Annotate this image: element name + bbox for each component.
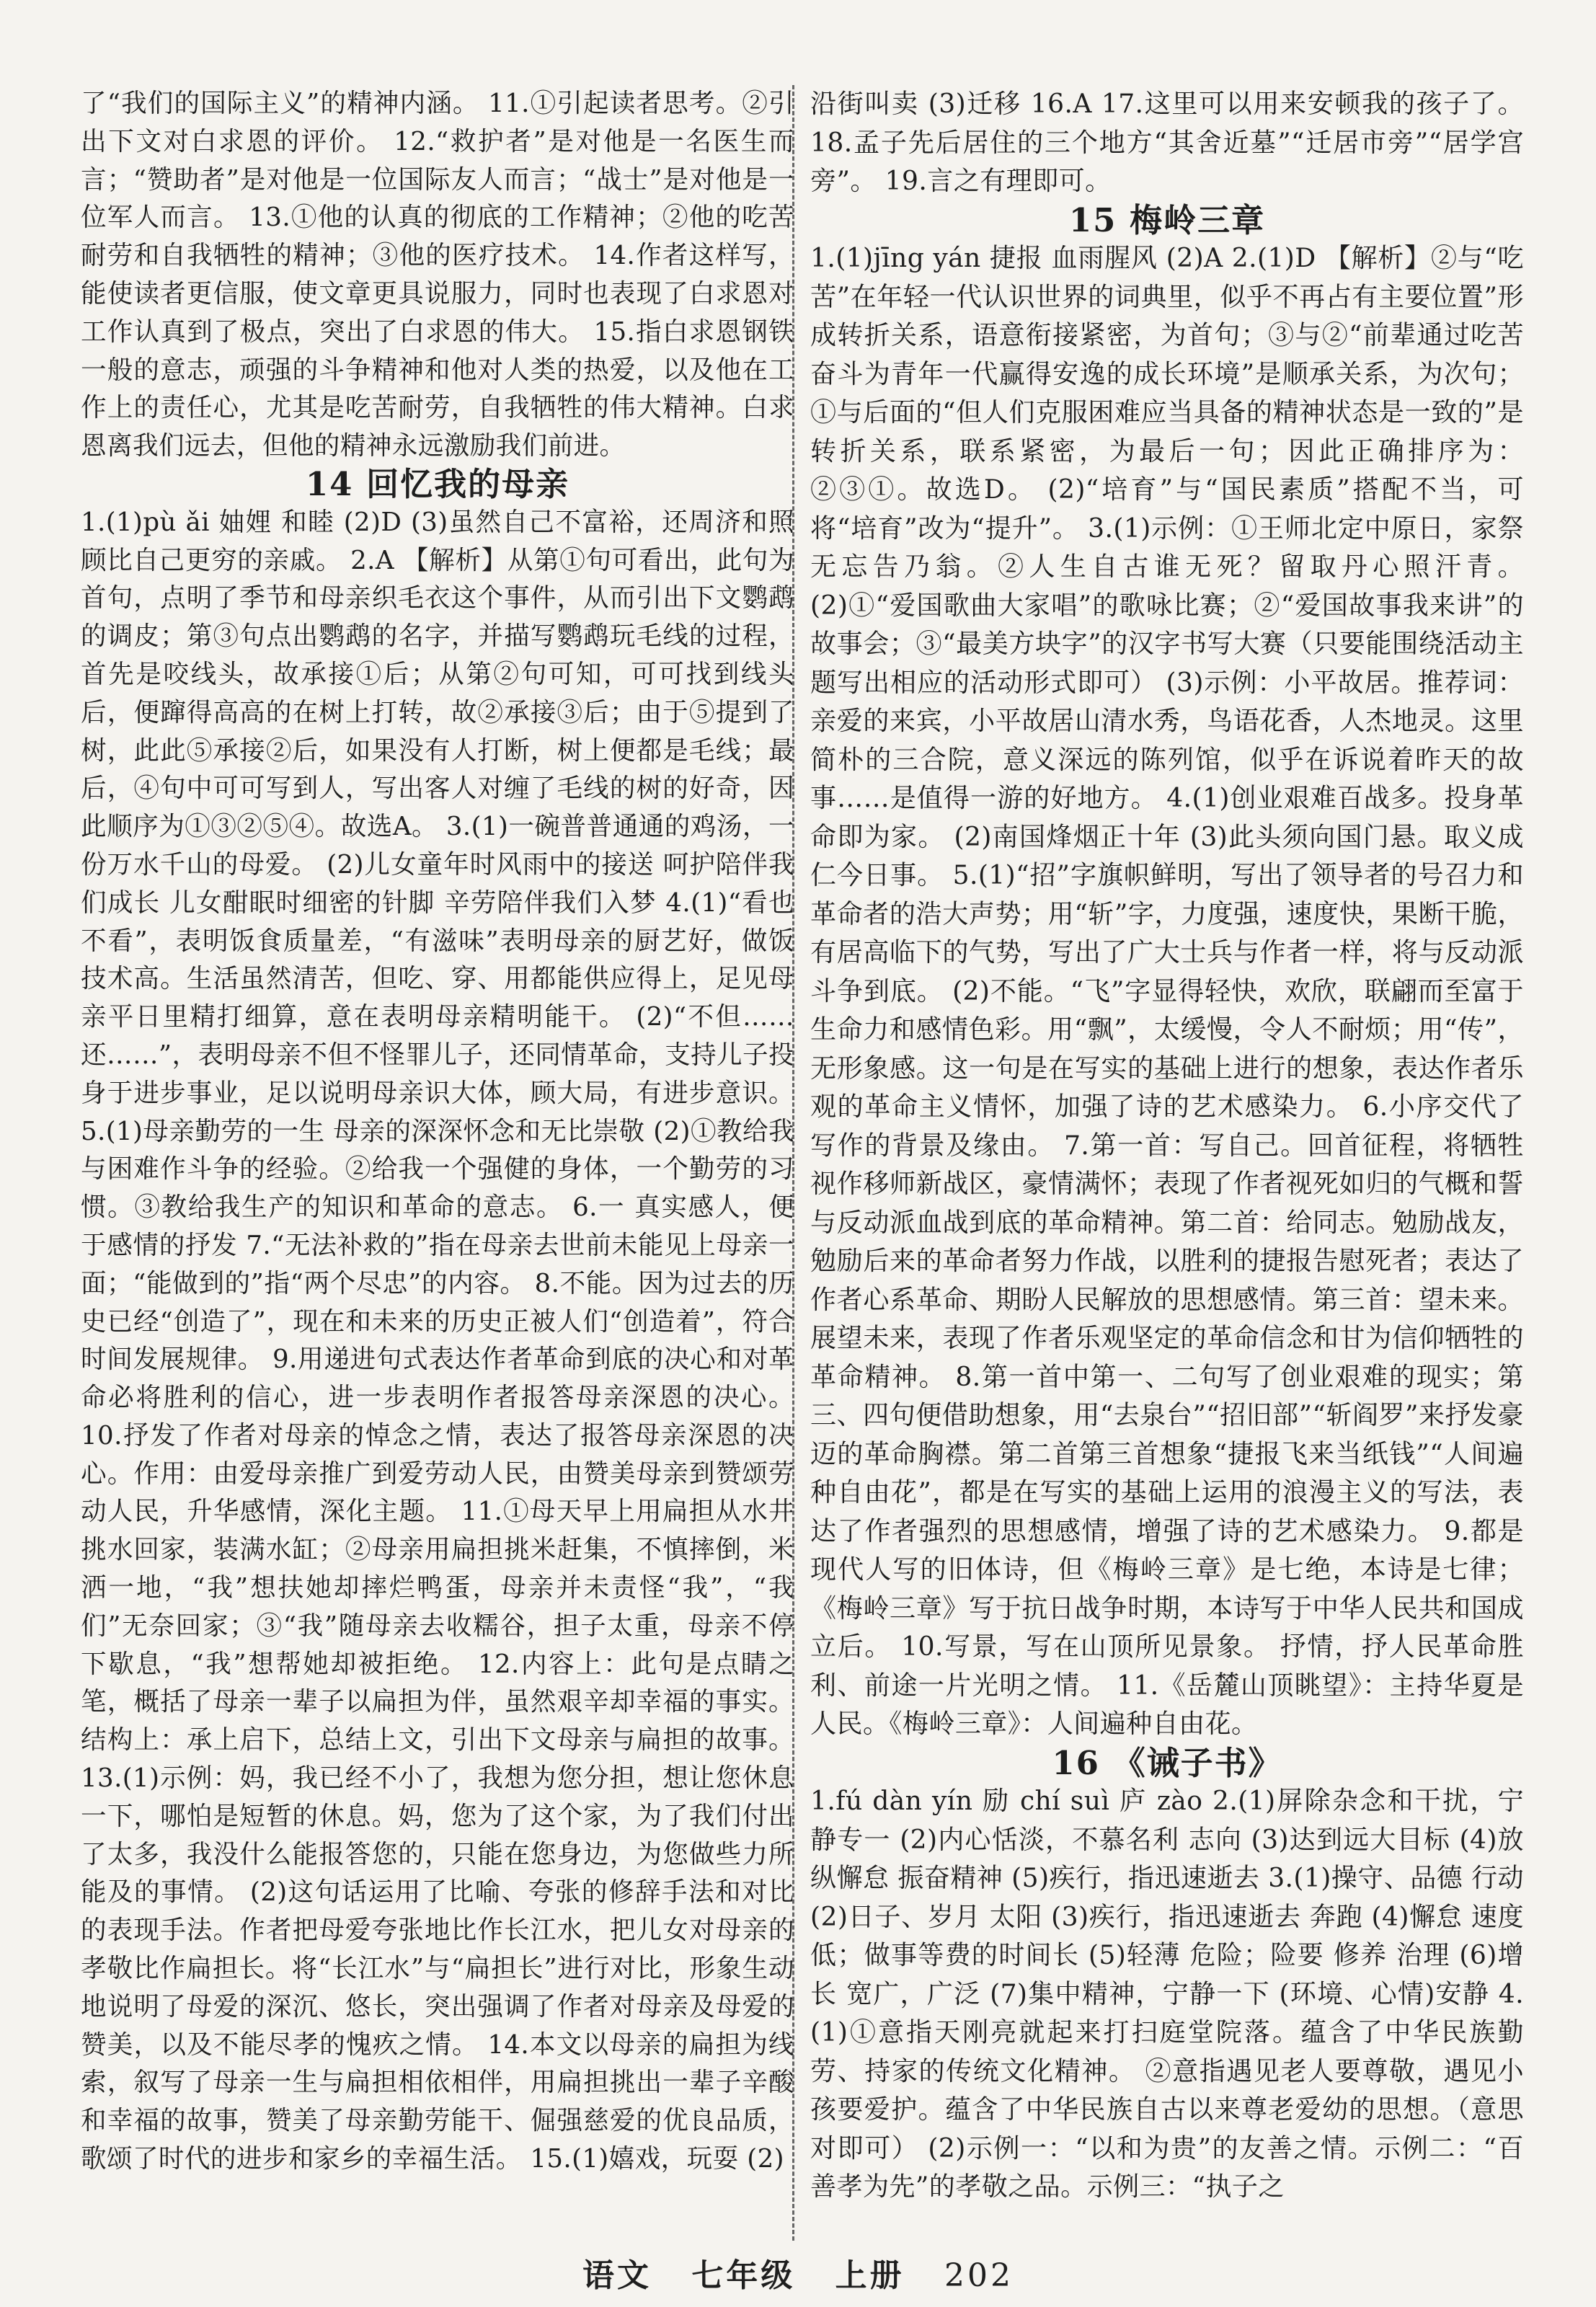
page-footer [0,2249,1596,2295]
answer-paragraph: 沿街叫卖 (3)迁移 16.A 17.这里可以用来安顿我的孩子了。 18.孟子先后居住的三个地方“其舍近墓”“迁居市旁”“居学宫旁”。 19.言之有理即可。 [810,89,1524,196]
section-title: 15 梅岭三章 [1068,200,1266,239]
answer-paragraph: 1.fú dàn yín 励 chí suì 庐 zào 2.(1)屏除杂念和干扰，宁静专一 (2)内心恬淡，不慕名利 志向 (3)达到远大目标 (4)放纵懈怠 振奋精神 (5)疾行，指迅速逝去 3.(1)操守、品德 行动 (2)日子、岁月 太阳 (3)疾行，指迅速逝去 奔跑 (4)懈怠 速度低；做事等费的时间长 (5)轻薄 危险；险要 修养 治理 (6)增长 宽广，广泛 (7)集中精神，宁静一下 (环境、心情)安静 4.(1)①意指天刚亮就起来打扫庭堂院落。蕴含了中华民族勤劳、持家的传统文化精神。 ②意指遇见老人要尊敬，遇见小孩要爱护。蕴含了中华民族自古以来尊老爱幼的思想。（意思对即可） (2)示例一：“以和为贵”的友善之情。示例二：“百善孝为先”的孝敬之品。示例三：“执子之 [810,1786,1524,2202]
page-number: 202 [944,2257,1014,2294]
column-divider [792,85,794,2241]
section-title: 14 回忆我的母亲 [305,464,570,503]
answer-paragraph: 1.(1)jīng yán 捷报 血雨腥风 (2)A 2.(1)D 【解析】②与“吃苦”在年轻一代认识世界的词典里，似乎不再占有主要位置”形成转折关系，语意衔接紧密，为首句；③与②“前辈通过吃苦奋斗为青年一代赢得安逸的成长环境”是顺承关系，为次句；①与后面的“但人们克服困难应当具备的精神状态是一致的”是转折关系，联系紧密，为最后一句；因此正确排序为：②③①。故选D。 (2)“培育”与“国民素质”搭配不当，可将“培育”改为“提升”。 3.(1)示例：①王师北定中原日，家祭无忘告乃翁。②人生自古谁无死？留取丹心照汗青。 (2)①“爱国歌曲大家唱”的歌咏比赛；②“爱国故事我来讲”的故事会；③“最美方块字”的汉字书写大赛（只要能围绕活动主题写出相应的活动形式即可） (3)示例：小平故居。推荐词：亲爱的来宾，小平故居山清水秀，鸟语花香，人杰地灵。这里简朴的三合院，意义深远的陈列馆，似乎在诉说着昨天的故事……是值得一游的好地方。 4.(1)创业艰难百战多。投身革命即为家。 (2)南国烽烟正十年 (3)此头须向国门悬。取义成仁今日事。 5.(1)“招”字旗帜鲜明，写出了领导者的号召力和革命者的浩大声势；用“斩”字，力度强，速度快，果断干脆，有居高临下的气势，写出了广大士兵与作者一样，将与反动派斗争到底。 (2)不能。“飞”字显得轻快，欢欣，联翩而至富于生命力和感情色彩。用“飘”，太缓慢，令人不耐烦；用“传”，无形象感。这一句是在写实的基础上进行的想象，表达作者乐观的革命主义情怀，加强了诗的艺术感染力。 6.小序交代了写作的背景及缘由。 7.第一首：写自己。回首征程，将牺牲视作移师新战区，豪情满怀；表现了作者视死如归的气概和誓与反动派血战到底的革命精神。第二首：给同志。勉励战友，勉励后来的革命者努力作战，以胜利的捷报告慰死者；表达了作者心系革命、期盼人民解放的思想感情。第三首：望未来。展望未来，表现了作者乐观坚定的革命信念和甘为信仰牺牲的革命精神。 8.第一首中第一、二句写了创业艰难的现实；第三、四句便借助想象，用“去泉台”“招旧部”“斩阎罗”来抒发豪迈的革命胸襟。第二首第三首想象“捷报飞来当纸钱”“人间遍种自由花”，都是在写实的基础上运用的浪漫主义的写法，表达了作者强烈的思想感情，增强了诗的艺术感染力。 9.都是现代人写的旧体诗，但《梅岭三章》是七绝，本诗是七律；《梅岭三章》写于抗日战争时期，本诗写于中华人民共和国成立后。 10.写景，写在山顶所见景象。 抒情，抒人民革命胜利、前途一片光明之情。 11.《岳麓山顶眺望》：主持华夏是人民。《梅岭三章》：人间遍种自由花。 [810,243,1524,1739]
footer-volume: 上册 [835,2257,905,2294]
left-column [81,85,794,2179]
section-title: 16 《诫子书》 [1052,1743,1282,1782]
footer-grade: 七年级 [691,2257,796,2294]
answer-paragraph: 了“我们的国际主义”的精神内涵。 11.①引起读者思考。②引出下文对白求恩的评价。 12.“救护者”是对他是一名医生而言；“赞助者”是对他是一位国际友人而言；“战士”是对他是一位军人而言。 13.①他的认真的彻底的工作精神；②他的吃苦耐劳和自我牺牲的精神；③他的医疗技术。 14.作者这样写，能使读者更信服，使文章更具说服力，同时也表现了白求恩对工作认真到了极点，突出了白求恩的伟大。 15.指白求恩钢铁一般的意志，顽强的斗争精神和他对人类的热爱，以及他在工作上的责任心，尤其是吃苦耐劳，自我牺牲的伟大精神。白求恩离我们远去，但他的精神永远激励我们前进。 [81,89,794,461]
answer-paragraph: 1.(1)pù ǎi 妯娌 和睦 (2)D (3)虽然自己不富裕，还周济和照顾比自己更穷的亲戚。 2.A 【解析】从第①句可看出，此句为首句，点明了季节和母亲织毛衣这个事件，从而引出下文鹦鹉的调皮；第③句点出鹦鹉的名字，并描写鹦鹉玩毛线的过程，首先是咬线头，故承接①后；从第②句可知，可可找到线头后，便蹿得高高的在树上打转，故②承接③后；由于⑤提到了树，此此⑤承接②后，如果没有人打断，树上便都是毛线；最后，④句中可可写到人，写出客人对缠了毛线的树的好奇，因此顺序为①③②⑤④。故选A。 3.(1)一碗普普通通的鸡汤，一份万水千山的母爱。 (2)儿女童年时风雨中的接送 呵护陪伴我们成长 儿女酣眠时细密的针脚 辛劳陪伴我们入梦 4.(1)“看也不看”，表明饭食质量差，“有滋味”表明母亲的厨艺好，做饭技术高。生活虽然清苦，但吃、穿、用都能供应得上，足见母亲平日里精打细算，意在表明母亲精明能干。 (2)“不但……还……”，表明母亲不但不怪罪儿子，还同情革命，支持儿子投身于进步事业，足以说明母亲识大体，顾大局，有进步意识。 5.(1)母亲勤劳的一生 母亲的深深怀念和无比崇敬 (2)①教给我与困难作斗争的经验。②给我一个强健的身体，一个勤劳的习惯。③教给我生产的知识和革命的意志。 6.一 真实感人，便于感情的抒发 7.“无法补救的”指在母亲去世前未能见上母亲一面；“能做到的”指“两个尽忠”的内容。 8.不能。因为过去的历史已经“创造了”，现在和未来的历史正被人们“创造着”，符合时间发展规律。 9.用递进句式表达作者革命到底的决心和对革命必将胜利的信心，进一步表明作者报答母亲深恩的决心。 10.抒发了作者对母亲的悼念之情，表达了报答母亲深恩的决心。作用：由爱母亲推广到爱劳动人民，由赞美母亲到赞颂劳动人民，升华感情，深化主题。 11.①母天早上用扁担从水井挑水回家，装满水缸；②母亲用扁担挑米赶集，不慎摔倒，米洒一地，“我”想扶她却摔烂鸭蛋，母亲并未责怪“我”，“我们”无奈回家；③“我”随母亲去收糯谷，担子太重，母亲不停下歇息，“我”想帮她却被拒绝。 12.内容上：此句是点睛之笔，概括了母亲一辈子以扁担为伴，虽然艰辛却幸福的事实。结构上：承上启下，总结上文，引出下文母亲与扁担的故事。 13.(1)示例：妈，我已经不小了，我想为您分担，想让您休息一下，哪怕是短暂的休息。妈，您为了这个家，为了我们付出了太多，我没什么能报答您的，只能在您身边，为您做些力所能及的事情。 (2)这句话运用了比喻、夸张的修辞手法和对比的表现手法。作者把母爱夸张地比作长江水，把儿女对母亲的孝敬比作扁担长。将“长江水”与“扁担长”进行对比，形象生动地说明了母爱的深沉、悠长，突出强调了作者对母亲及母爱的赞美，以及不能尽孝的愧疚之情。 14.本文以母亲的扁担为线索，叙写了母亲一生与扁担相依相伴，用扁担挑出一辈子辛酸和幸福的故事，赞美了母亲勤劳能干、倔强慈爱的优良品质，歌颂了时代的进步和家乡的幸福生活。 15.(1)嬉戏，玩耍 (2) [81,507,794,2174]
footer-subject: 语文 [582,2257,652,2294]
right-column [810,85,1524,2207]
